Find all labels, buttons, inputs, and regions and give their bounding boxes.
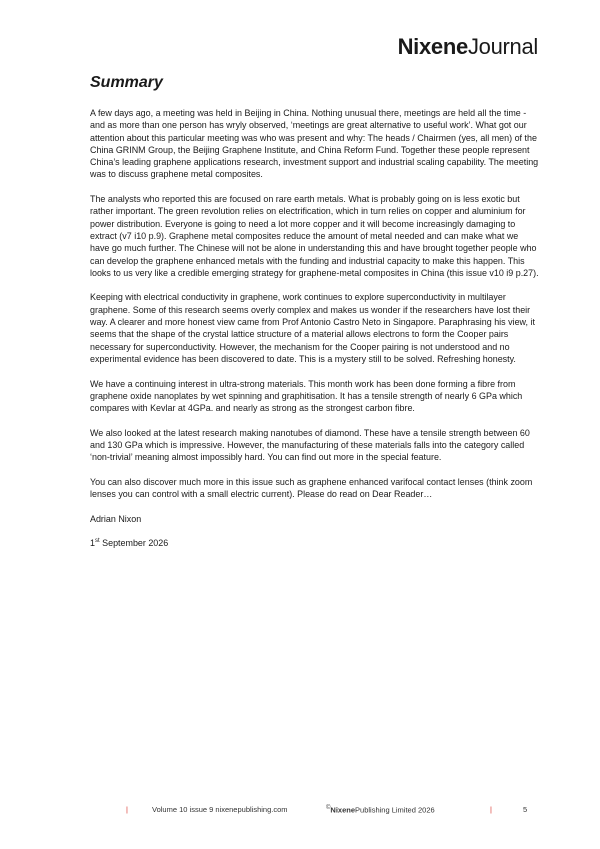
page-number: 5 [523,805,528,814]
masthead-word: Journal [467,34,538,59]
paragraph-2: The analysts who reported this are focused on rare earth metals. What is probably going on is less exotic but rather important. The green revolution relies on electrification, which in turn relies on copper and aluminium for power distribution. Everyone is going to need a lot more copper and it will become increasingly damaging to extract (v7 i10 p.9). Graphene metal composites reduce the amount of metal needed and can make what we have go much further. The Chinese will not be alone in understanding this and have brought together people who can develop the graphene enhanced metals with the funding and industrial capacity to make this happen. This looks to us very like a credible emerging strategy for graphene-metal composites in China (this issue v10 i9 p.27). [90,194,539,278]
date-day: 1 [90,538,95,549]
footer-separator-right: | [490,805,492,814]
paragraph-1: A few days ago, a meeting was held in Beijing in China. Nothing unusual there, meetings are held all the time - and as more than one person has wryly observed, ‘meetings are great alternative to useful work’. What got our attention about this particular meeting was who was present and why: The heads / Chairmen (yes, all men) of the China GRINM Group, the Beijing Graphene Institute, and China Reform Fund. Together these people represent China’s leading graphene applications research, investment support and industrial scaling capability. The meeting was to discuss graphene metal composites. [90,108,539,180]
date-suffix: st [94,538,100,545]
page-footer [0,805,600,819]
footer-volume[interactable]: Volume 10 issue 9 nixenepublishing.com [152,805,288,814]
copyright-symbol: © [326,805,331,811]
footer-separator-left: | [126,805,128,814]
footer-brand: Nixene [330,805,356,815]
paragraph-5: We also looked at the latest research making nanotubes of diamond. These have a tensile strength between 60 and 130 GPa which is impressive. However, the manufacturing of these materials falls into the category called ‘non-trivial’ meaning almost impossibly hard. You can find out more in the special feature. [90,427,530,463]
paragraph-6: You can also discover much more in this issue such as graphene enhanced varifocal contact lenses (think zoom lenses you can control with a small electric current). Please do read on Dear Reader… [90,476,533,500]
signature: Adrian Nixon [90,513,142,524]
date-rest: September 2026 [99,538,169,549]
issue-date [90,537,540,549]
page-title: Summary [90,74,163,91]
masthead-brand: Nixene [397,34,468,59]
summary-body [90,107,540,562]
footer-company: Publishing Limited 2026 [355,805,435,815]
paragraph-4: We have a continuing interest in ultra-strong materials. This month work has been done forming a fibre from graphene oxide nanoplates by wet spinning and graphitisation. It has a tensile strength of nearly 6 GPa which compares with Kevlar at 4GPa. and nearly as strong as the strongest carbon fibre. [90,378,523,414]
paragraph-3: Keeping with electrical conductivity in graphene, work continues to explore superconductivity in multilayer graphene. Some of this research seems overly complex and makes us wonder if the researchers have lost their way. A clearer and more honest view came from Prof Antonio Castro Neto in Singapore. Paraphrasing his view, it seems that the shape of the crystal lattice structure of a material allows electrons to form the Cooper pairs necessary for superconductivity. However, the mechanism for the Cooper pairing is not understood and no experimental evidence has been discovered to date. This is a mystery still to be solved. Refreshing honesty. [90,292,535,364]
footer-copyright [326,805,435,815]
journal-masthead [398,34,538,60]
